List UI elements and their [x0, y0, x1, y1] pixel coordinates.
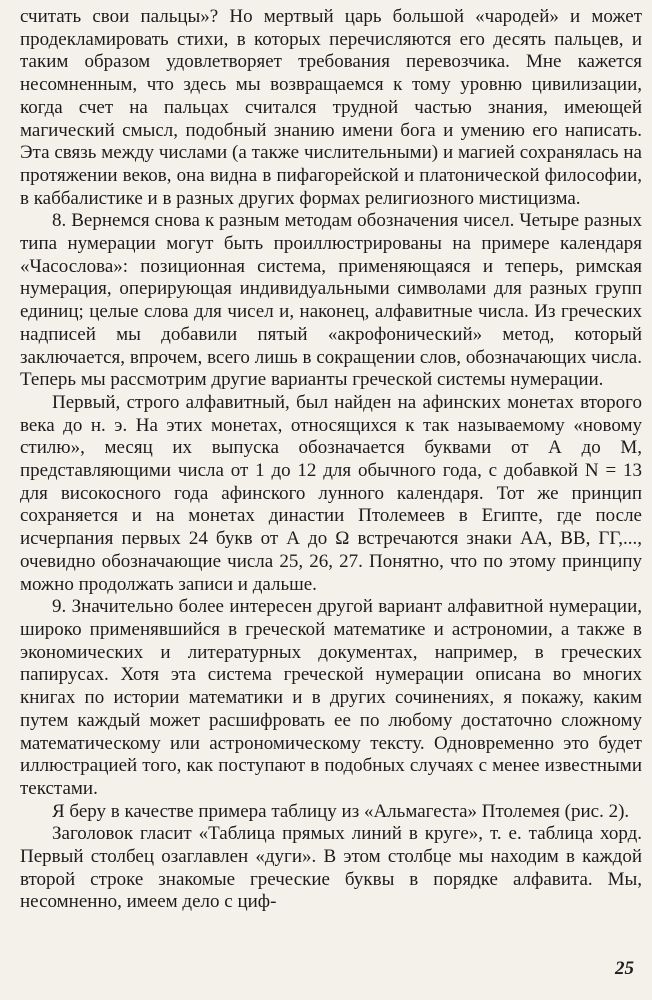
paragraph: Заголовок гласит «Таблица прямых линий в круге», т. е. таблица хорд. Первый столбец озаглавлен «дуги». В этом столбце мы находим в каждой второй строке знакомые греческие буквы в порядке алфавита. Мы, несомненно, имеем дело с циф-: [20, 823, 642, 913]
paragraph: Первый, строго алфавитный, был найден на афинских монетах второго века до н. э. На этих монетах, относящихся к так называемому «новому стилю», месяц их выпуска обозначается буквами от А до М, представляющими числа от 1 до 12 для обычного года, с добавкой N = 13 для високосного года афинского лунного календаря. Тот же принцип сохраняется и на монетах династии Птолемеев в Египте, где после исчерпания первых 24 букв от А до Ω встречаются знаки АА, ВВ, ГГ,..., очевидно обозначающие числа 25, 26, 27. Понятно, что по этому принципу можно продолжать записи и дальше.: [20, 391, 642, 595]
paragraph: 8. Вернемся снова к разным методам обозначения чисел. Четыре разных типа нумерации могут быть проиллюстрированы на примере календаря «Часослова»: позиционная система, применяющаяся и теперь, римская нумерация, оперирующая индивидуальными символами для разных групп единиц; целые слова для чисел и, наконец, алфавитные числа. Из греческих надписей мы добавили пятый «акрофонический» метод, который заключается, впрочем, всего лишь в сокращении слов, обозначающих числа. Теперь мы рассмотрим другие варианты греческой системы нумерации.: [20, 210, 642, 391]
page-number: 25: [615, 958, 634, 979]
paragraph: считать свои пальцы»? Но мертвый царь большой «чародей» и может продекламировать стихи, в которых перечисляются его десять пальцев, и таким образом удовлетворяет требования перевозчика. Мне кажется несомненным, что здесь мы возвращаемся к тому уровню цивилизации, когда счет на пальцах считался трудной частью знания, имеющей магический смысл, подобный знанию имени бога и умению его написать. Эта связь между числами (а также числительными) и магией сохранялась на протяжении веков, она видна в пифагорейской и платонической философии, в каббалистике и в разных других формах религиозного мистицизма.: [20, 6, 642, 209]
body-text: [20, 6, 642, 914]
paragraph: Я беру в качестве примера таблицу из «Альмагеста» Птолемея (рис. 2).: [52, 800, 630, 822]
paragraph: 9. Значительно более интересен другой вариант алфавитной нумерации, широко применявшийся в греческой математике и астрономии, а также в экономических и литературных документах, например, в греческих папирусах. Хотя эта система греческой нумерации описана во многих книгах по истории математики и в других сочинениях, я покажу, каким путем каждый может расшифровать ее по любому достаточно сложному математическому или астрономическому тексту. Одновременно это будет иллюстрацией того, как поступают в подобных случаях с менее известными текстами.: [20, 596, 642, 799]
